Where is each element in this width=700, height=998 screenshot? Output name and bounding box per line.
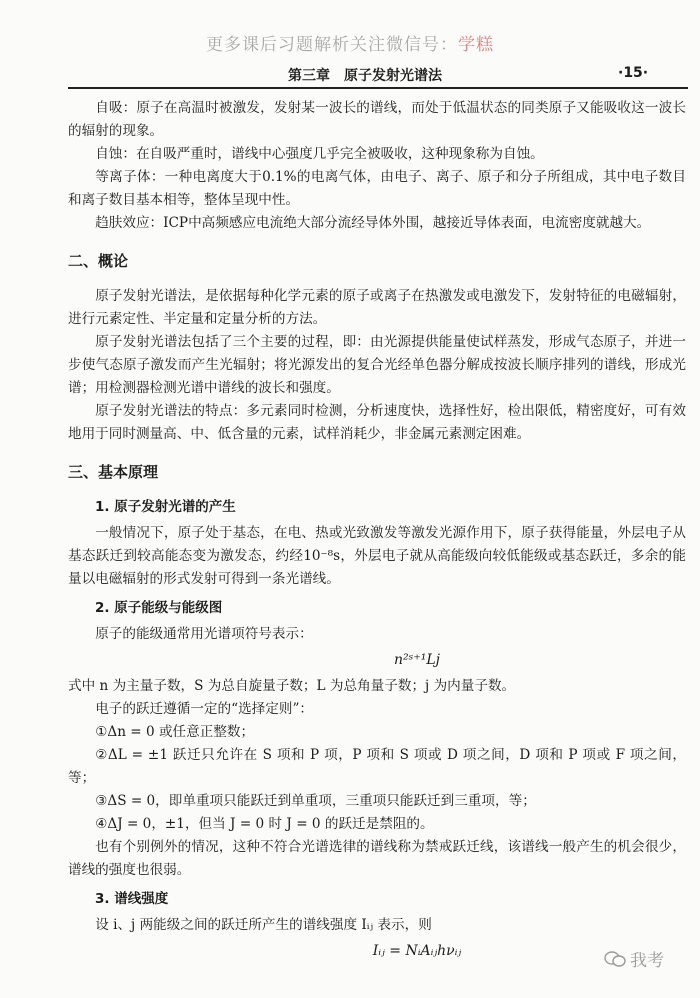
subsection-heading: 1. 原子发射光谱的产生 [95,499,236,515]
term-symbol-formula: n²ˢ⁺¹Lj [394,652,440,668]
formula-explanation: 式中 n 为主量子数，S 为总自旋量子数；L 为总角量子数；j 为内量子数。 [68,678,516,694]
selection-rule: ①Δn = 0 或任意正整数； [95,724,255,740]
watermark-accent: 学糕 [458,35,494,55]
section-heading-overview: 二、概论 [68,252,129,270]
term-symbol-intro: 原子的能级通常用光谱项符号表示： [95,626,313,642]
subsection-heading: 3. 谱线强度 [95,891,169,907]
watermark [0,30,700,55]
page-number: ·15· [618,65,649,81]
selection-rule: ③ΔS = 0，即单重项只能跃迁到单重项，三重项只能跃迁到三重项，等； [95,793,536,809]
footer-logo-text: 我考 [630,951,664,971]
overview-paragraph: 原子发射光谱法包括了三个主要的过程，即：由光源提供能量使试样蒸发，形成气态原子，并进一步使气态原子激发而产生光辐射；将光源发出的复合光经单色器分解成按波长顺序排列的谱线，形成光谱；用检测器检测光谱中谱线的波长和强度。 [68,334,686,396]
chat-bubble-icon [604,950,626,968]
definition-self-reversal: 自蚀：在自吸严重时，谱线中心强度几乎完全被吸收，这种现象称为自蚀。 [95,146,544,162]
subsection-heading: 2. 原子能级与能级图 [95,600,223,616]
definition-skin-effect: 趋肤效应：ICP中高频感应电流绝大部分流经导体外围，越接近导体表面，电流密度就越大。 [95,215,651,231]
selection-rules-intro: 电子的跃迁遵循一定的“选择定则”： [95,701,313,717]
page-content [68,97,686,966]
line-intensity-formula: Iᵢⱼ = NᵢAᵢⱼhνᵢⱼ [372,943,462,959]
header-rule [68,87,688,89]
section-heading-principles: 三、基本原理 [68,463,159,481]
watermark-text: 更多课后习题解析关注微信号： [206,35,458,55]
definition-self-absorption: 自吸：原子在高温时被激发，发射某一波长的谱线，而处于低温状态的同类原子又能吸收这一波长的辐射的现象。 [68,100,686,139]
emission-paragraph: 一般情况下，原子处于基态，在电、热或光致激发等激发光源作用下，原子获得能量，外层电子从基态跃迁到较高能态变为激发态，约经10⁻⁸s，外层电子就从高能级向较低能级或基态跃迁，多余的能量以电磁辐射的形式发射可得到一条光谱线。 [68,525,686,587]
definition-plasma: 等离子体：一种电离度大于0.1%的电离气体，由电子、离子、原子和分子所组成，其中电子数目和离子数目基本相等，整体呈现中性。 [68,169,686,208]
page-header [0,64,700,86]
selection-rule: ④ΔJ = 0，±1，但当 J = 0 时 J = 0 的跃迁是禁阻的。 [95,816,434,832]
overview-paragraph: 原子发射光谱法，是依据每种化学元素的原子或离子在热激发或电激发下，发射特征的电磁辐射，进行元素定性、半定量和定量分析的方法。 [68,288,686,327]
overview-paragraph: 原子发射光谱法的特点：多元素同时检测，分析速度快，选择性好，检出限低，精密度好，可有效地用于同时测量高、中、低含量的元素，试样消耗少，非金属元素测定困难。 [68,403,686,442]
footer-logo [604,946,664,971]
forbidden-lines-paragraph: 也有个别例外的情况，这种不符合光谱选律的谱线称为禁戒跃迁线，该谱线一般产生的机会很少，谱线的强度也很弱。 [68,839,686,878]
chapter-title: 第三章 原子发射光谱法 [288,68,442,84]
selection-rule: ②ΔL = ±1 跃迁只允许在 S 项和 P 项，P 项和 S 项或 D 项之间，D 项和 P 项或 F 项之间，等； [68,747,686,786]
line-intensity-intro: 设 i、j 两能级之间的跃迁所产生的谱线强度 Iᵢⱼ 表示，则 [95,917,432,933]
